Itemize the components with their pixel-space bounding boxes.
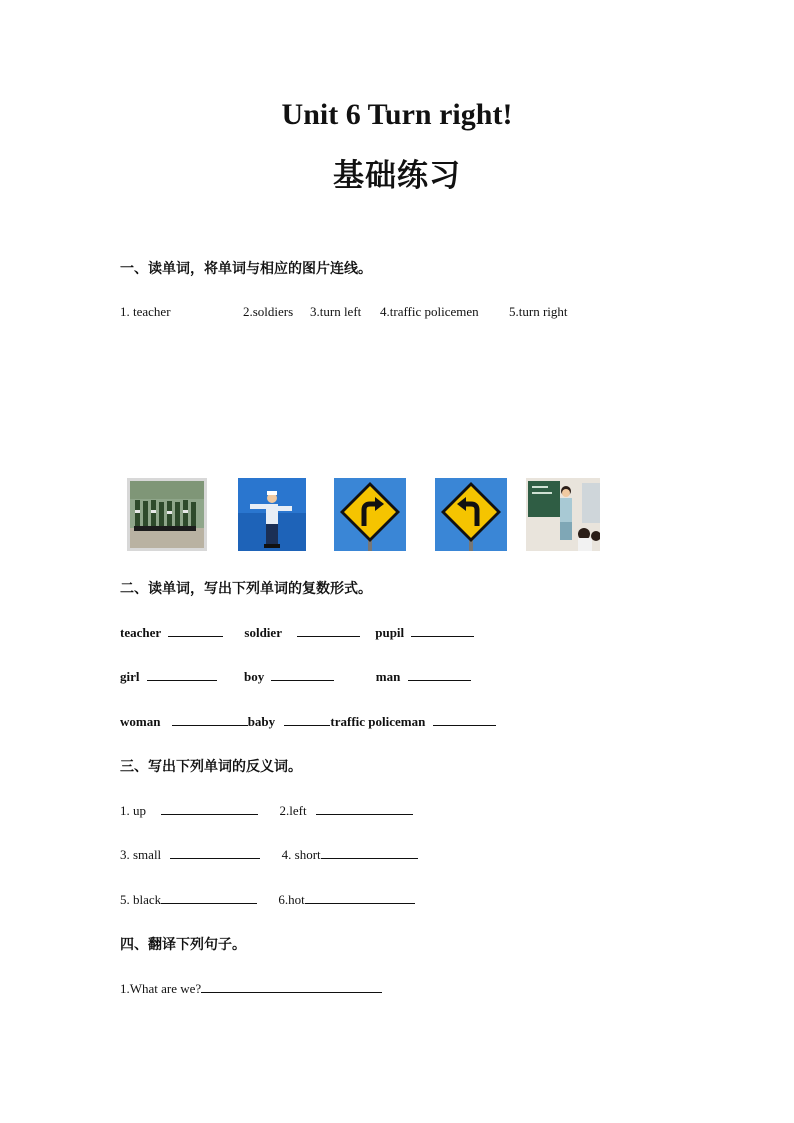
word-label: traffic policeman xyxy=(330,714,426,729)
section-4-heading: 四、翻译下列句子。 xyxy=(120,937,246,953)
page-title: Unit 6 Turn right! xyxy=(281,98,513,131)
antonym-item: 6.hot xyxy=(278,892,305,907)
word-label: boy xyxy=(244,669,265,684)
answer-blank[interactable] xyxy=(161,890,257,904)
word-label: pupil xyxy=(375,625,405,640)
section-3-heading: 三、写出下列单词的反义词。 xyxy=(120,759,302,775)
antonym-item: 1. up xyxy=(120,803,146,818)
answer-blank[interactable] xyxy=(161,801,258,815)
plural-row-2 xyxy=(120,667,471,685)
answer-blank[interactable] xyxy=(305,890,415,904)
antonym-row-2 xyxy=(120,845,418,863)
turn-left-sign xyxy=(435,478,507,551)
translate-item: 1.What are we? xyxy=(120,981,202,996)
answer-blank[interactable] xyxy=(170,845,260,859)
teacher-classroom-photo xyxy=(526,478,600,551)
word-item: 1. teacher xyxy=(120,304,171,319)
plural-row-1 xyxy=(120,623,474,641)
turn-right-sign xyxy=(334,478,406,551)
word-label: soldier xyxy=(244,625,282,640)
answer-blank[interactable] xyxy=(433,712,496,726)
word-item: 3.turn left xyxy=(310,304,362,319)
answer-blank[interactable] xyxy=(321,845,418,859)
antonym-item: 4. short xyxy=(281,847,321,862)
word-label: woman xyxy=(120,714,161,729)
answer-blank[interactable] xyxy=(201,979,382,993)
section-1-word-list xyxy=(120,304,568,320)
antonym-item: 3. small xyxy=(120,847,162,862)
word-item: 2.soldiers xyxy=(243,304,294,319)
word-label: girl xyxy=(120,669,140,684)
page-subtitle: 基础练习 xyxy=(333,158,461,194)
antonym-row-3 xyxy=(120,890,415,908)
answer-blank[interactable] xyxy=(411,623,474,637)
answer-blank[interactable] xyxy=(147,667,217,681)
answer-blank[interactable] xyxy=(297,623,360,637)
answer-blank[interactable] xyxy=(284,712,330,726)
answer-blank[interactable] xyxy=(271,667,334,681)
translate-row-1 xyxy=(120,979,382,997)
traffic-policeman-photo xyxy=(238,478,306,551)
plural-row-3 xyxy=(120,712,496,730)
answer-blank[interactable] xyxy=(172,712,248,726)
antonym-item: 2.left xyxy=(279,803,307,818)
answer-blank[interactable] xyxy=(408,667,471,681)
section-2-heading: 二、读单词，写出下列单词的复数形式。 xyxy=(120,581,372,597)
antonym-item: 5. black xyxy=(120,892,162,907)
word-label: man xyxy=(375,669,401,684)
answer-blank[interactable] xyxy=(316,801,413,815)
answer-blank[interactable] xyxy=(168,623,223,637)
word-item: 4.traffic policemen xyxy=(380,304,479,319)
word-label: teacher xyxy=(120,625,161,640)
antonym-row-1 xyxy=(120,801,413,819)
word-item: 5.turn right xyxy=(509,304,568,319)
word-label: baby xyxy=(247,714,276,729)
soldiers-marching-photo xyxy=(127,478,207,551)
section-1-heading: 一、读单词，将单词与相应的图片连线。 xyxy=(120,261,372,277)
